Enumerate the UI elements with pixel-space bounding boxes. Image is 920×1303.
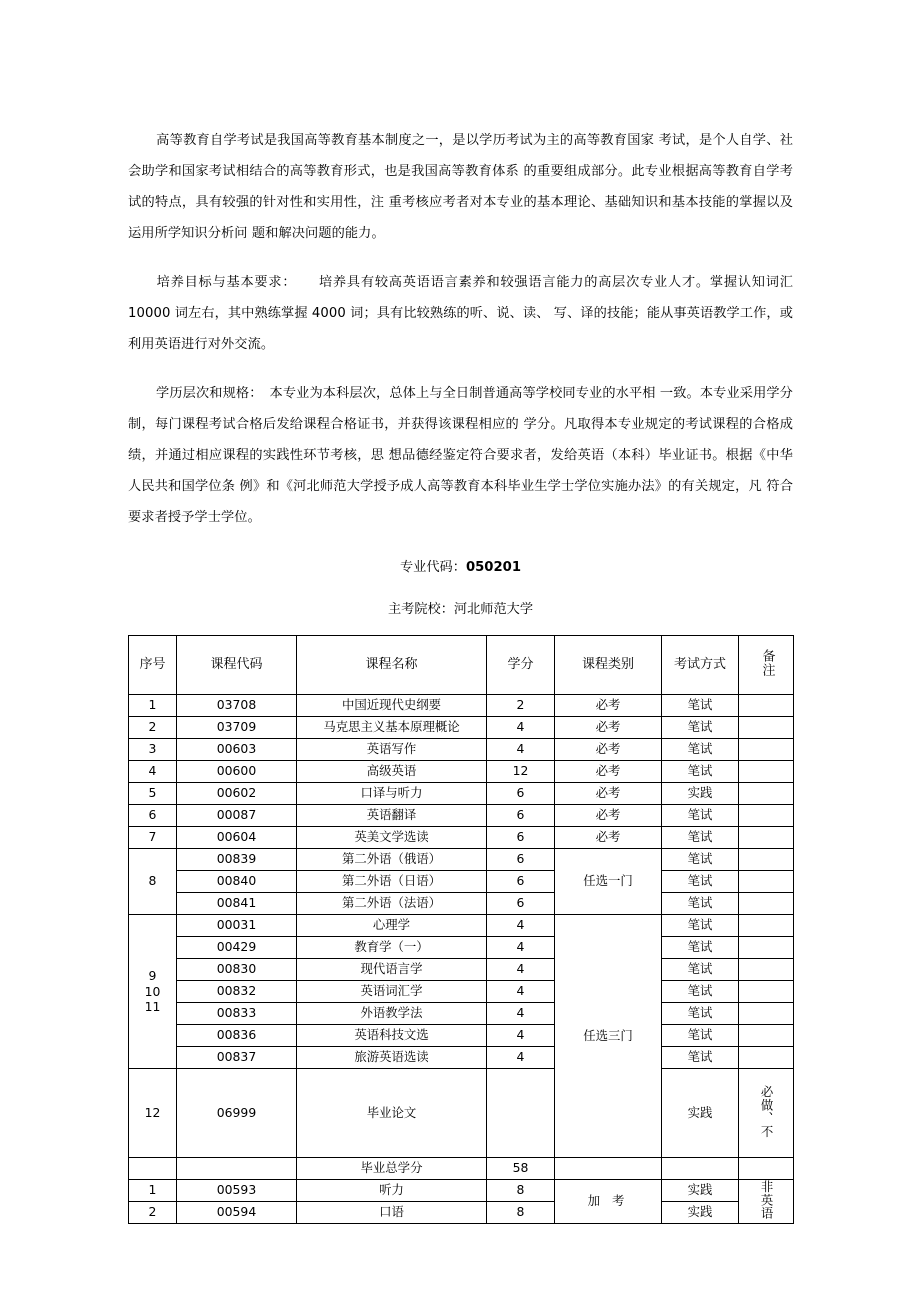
extra-note-text: 非英语 [759,1179,775,1220]
table-row [129,717,794,739]
header-exam: 考试方式 [662,636,739,695]
cell-name: 第二外语（法语） [297,893,487,915]
header-code: 课程代码 [177,636,297,695]
table-row [129,827,794,849]
cell-code: 00830 [177,959,297,981]
cell-code: 03708 [177,695,297,717]
paragraph-training-goal [128,267,793,360]
cell-type: 必考 [555,695,662,717]
table-row [129,893,794,915]
cell-exam: 笔试 [662,1025,739,1047]
cell-code: 00840 [177,871,297,893]
cell-note [739,1003,794,1025]
cell-credit: 12 [487,761,555,783]
cell-no: 1 [129,1180,177,1202]
cell-credit: 6 [487,871,555,893]
cell-exam: 笔试 [662,805,739,827]
cell-no: 12 [129,1069,177,1158]
cell-name: 教育学（一） [297,937,487,959]
cell-name: 现代语言学 [297,959,487,981]
cell-note [739,1069,794,1158]
cell-code: 00833 [177,1003,297,1025]
cell-group-type-elective-three: 任选三门 [555,915,662,1158]
cell-code: 06999 [177,1069,297,1158]
cell-note [739,893,794,915]
cell-no: 7 [129,827,177,849]
cell-name: 旅游英语选读 [297,1047,487,1069]
cell-name: 听力 [297,1180,487,1202]
cell-credit: 4 [487,959,555,981]
thesis-note-text: 必做、不 [759,1084,775,1139]
cell-note [739,805,794,827]
cell-credit: 58 [487,1158,555,1180]
training-goal-text: 培养具有较高英语语言素养和较强语言能力的高层次专业人才。掌握认知词汇 10000 词左右，其中熟练掌握 4000 词；具有比较熟练的听、说、读、 写、译的技能；能从事英语教学工作，或利用英语进行对外交流。 [128,275,793,352]
course-plan-table [128,635,794,1224]
cell-credit: 4 [487,915,555,937]
cell-code: 03709 [177,717,297,739]
cell-code: 00604 [177,827,297,849]
cell-name: 毕业总学分 [297,1158,487,1180]
table-header-row [129,636,794,695]
cell-exam: 笔试 [662,981,739,1003]
cell-no: 6 [129,805,177,827]
table-row [129,1003,794,1025]
cell-exam: 笔试 [662,893,739,915]
cell-type: 必考 [555,761,662,783]
cell-note [739,739,794,761]
cell-code: 00839 [177,849,297,871]
cell-credit: 4 [487,1047,555,1069]
cell-credit: 4 [487,1003,555,1025]
cell-exam: 笔试 [662,717,739,739]
cell-group-type-elective-one: 任选一门 [555,849,662,915]
cell-note [739,783,794,805]
cell-code: 00600 [177,761,297,783]
cell-note [739,849,794,871]
table-row [129,695,794,717]
table-row [129,871,794,893]
header-no: 序号 [129,636,177,695]
cell-note [739,959,794,981]
cell-credit: 8 [487,1202,555,1224]
cell-code: 00836 [177,1025,297,1047]
table-row-extra [129,1202,794,1224]
table-body [129,695,794,1224]
cell-type: 必考 [555,783,662,805]
cell-note [739,1158,794,1180]
cell-exam: 实践 [662,1069,739,1158]
cell-credit: 4 [487,717,555,739]
table-row [129,739,794,761]
cell-group-no-8: 8 [129,849,177,915]
cell-name: 英语写作 [297,739,487,761]
cell-type: 必考 [555,805,662,827]
document-content [128,0,793,1224]
header-note [739,636,794,695]
cell-credit [487,1069,555,1158]
table-row [129,915,794,937]
cell-name: 口译与听力 [297,783,487,805]
cell-name: 第二外语（俄语） [297,849,487,871]
cell-exam: 笔试 [662,739,739,761]
cell-credit: 6 [487,783,555,805]
cell-name: 英语科技文选 [297,1025,487,1047]
header-note-text: 备注 [759,648,775,677]
cell-note [739,915,794,937]
cell-no: 4 [129,761,177,783]
cell-credit: 6 [487,849,555,871]
major-code-label: 专业代码： [400,560,466,575]
cell-group-type-extra: 加 考 [555,1180,662,1224]
header-name: 课程名称 [297,636,487,695]
cell-credit: 4 [487,981,555,1003]
cell-group-no-9-11 [129,915,177,1069]
cell-code: 00603 [177,739,297,761]
major-code-line [128,553,793,583]
cell-no [129,1158,177,1180]
table-row [129,937,794,959]
cell-code: 00841 [177,893,297,915]
header-type: 课程类别 [555,636,662,695]
cell-no: 2 [129,1202,177,1224]
cell-exam: 笔试 [662,871,739,893]
cell-name: 毕业论文 [297,1069,487,1158]
cell-name: 英语词汇学 [297,981,487,1003]
cell-note-extra [739,1180,794,1224]
table-row [129,959,794,981]
cell-type: 必考 [555,717,662,739]
cell-credit: 6 [487,827,555,849]
cell-name: 心理学 [297,915,487,937]
cell-type: 必考 [555,739,662,761]
training-goal-label: 培养目标与基本要求： [156,275,297,290]
table-row-total [129,1158,794,1180]
cell-code: 00087 [177,805,297,827]
cell-credit: 4 [487,1025,555,1047]
cell-exam: 笔试 [662,695,739,717]
table-row [129,761,794,783]
cell-exam [662,1158,739,1180]
cell-credit: 4 [487,739,555,761]
group-no-line-3: 11 [144,999,161,1015]
header-credit: 学分 [487,636,555,695]
cell-no: 5 [129,783,177,805]
cell-note [739,871,794,893]
cell-note [739,1025,794,1047]
cell-name: 中国近现代史纲要 [297,695,487,717]
cell-credit: 6 [487,805,555,827]
cell-name: 英语翻译 [297,805,487,827]
table-row-thesis [129,1069,794,1158]
cell-no: 2 [129,717,177,739]
cell-name: 第二外语（日语） [297,871,487,893]
cell-exam: 笔试 [662,937,739,959]
cell-code: 00832 [177,981,297,1003]
cell-credit: 6 [487,893,555,915]
paragraph-level-spec [128,378,793,533]
cell-note [739,761,794,783]
cell-exam: 笔试 [662,1003,739,1025]
cell-exam: 笔试 [662,761,739,783]
cell-code: 00429 [177,937,297,959]
cell-name: 英美文学选读 [297,827,487,849]
cell-note [739,827,794,849]
cell-exam: 笔试 [662,915,739,937]
level-spec-text: 本专业为本科层次，总体上与全日制普通高等学校同专业的水平相 一致。本专业采用学分制，每门课程考试合格后发给课程合格证书，并获得该课程相应的 学分。凡取得本专业规定的考试课程的合格成绩，并通过相应课程的实践性环节考核，思 想品德经鉴定符合要求者，发给英语（本科）毕业证书。根据《中华人民共和国学位条 例》和《河北师范大学授予成人高等教育本科毕业生学士学位实施办法》的有关规定，凡 符合要求者授予学士学位。 [128,386,793,525]
table-row [129,1047,794,1069]
cell-name: 高级英语 [297,761,487,783]
table-row-extra [129,1180,794,1202]
cell-credit: 8 [487,1180,555,1202]
cell-exam: 实践 [662,1180,739,1202]
table-row [129,805,794,827]
cell-name: 外语教学法 [297,1003,487,1025]
cell-no: 3 [129,739,177,761]
cell-no: 1 [129,695,177,717]
group-no-line-1: 9 [148,968,157,984]
cell-note [739,1047,794,1069]
paragraph-overview [128,125,793,249]
cell-note [739,937,794,959]
table-row [129,783,794,805]
cell-exam: 笔试 [662,959,739,981]
table-row [129,1025,794,1047]
cell-code: 00594 [177,1202,297,1224]
table-row [129,849,794,871]
cell-code: 00593 [177,1180,297,1202]
cell-note [739,981,794,1003]
cell-type: 必考 [555,827,662,849]
cell-type [555,1158,662,1180]
table-header [129,636,794,695]
cell-note [739,717,794,739]
cell-exam: 实践 [662,783,739,805]
cell-code: 00031 [177,915,297,937]
level-spec-label: 学历层次和规格： [156,386,263,401]
cell-code [177,1158,297,1180]
cell-code: 00602 [177,783,297,805]
cell-exam: 实践 [662,1202,739,1224]
cell-credit: 2 [487,695,555,717]
table-row [129,981,794,1003]
group-no-line-2: 10 [144,983,161,999]
major-code-value: 050201 [465,560,521,575]
cell-note [739,695,794,717]
paragraph-overview-text: 高等教育自学考试是我国高等教育基本制度之一，是以学历考试为主的高等教育国家 考试，是个人自学、社会助学和国家考试相结合的高等教育形式，也是我国高等教育体系 的重要组成部分。此专业根据高等教育自学考试的特点，具有较强的针对性和实用性，注 重考核应考者对本专业的基本理论、基础知识和基本技能的掌握以及运用所学知识分析问 题和解决问题的能力。 [128,133,793,241]
cell-name: 口语 [297,1202,487,1224]
cell-exam: 笔试 [662,849,739,871]
host-school-line: 主考院校：河北师范大学 [387,602,534,617]
cell-code: 00837 [177,1047,297,1069]
cell-name: 马克思主义基本原理概论 [297,717,487,739]
cell-exam: 笔试 [662,827,739,849]
cell-exam: 笔试 [662,1047,739,1069]
cell-credit: 4 [487,937,555,959]
